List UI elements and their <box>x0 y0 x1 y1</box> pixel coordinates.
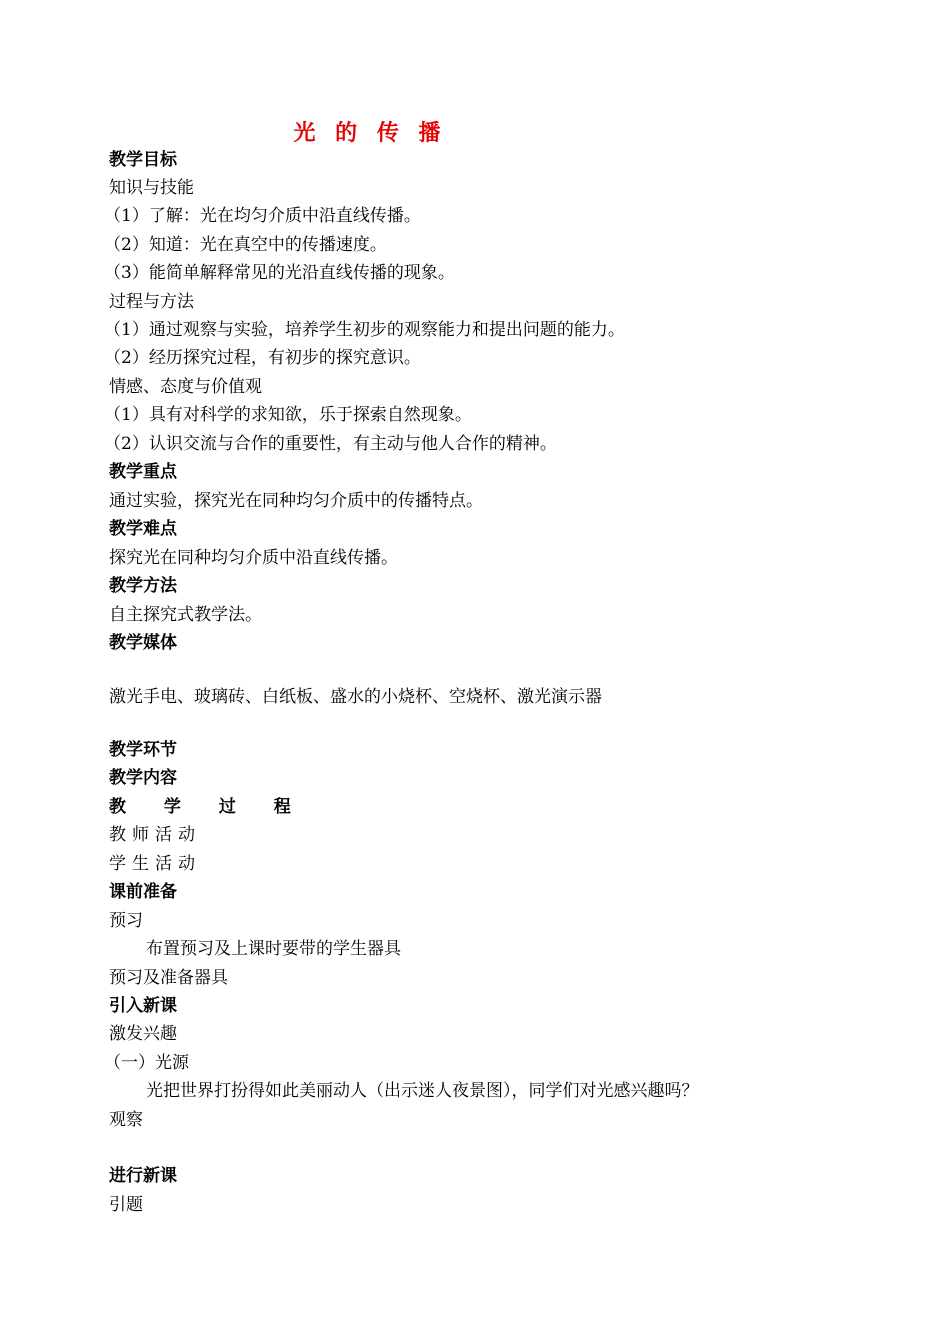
preview-label: 预习 <box>109 911 143 931</box>
document-title: 光 的 传 播 <box>293 121 447 146</box>
subheading-knowledge-skills: 知识与技能 <box>109 178 194 198</box>
teacher-activity-label: 教师活动 <box>109 825 201 845</box>
goal-item: （1）具有对科学的求知欲，乐于探索自然现象。 <box>104 405 472 425</box>
heading-teaching-goals: 教学目标 <box>109 150 177 170</box>
stimulate-interest-label: 激发兴趣 <box>109 1024 177 1044</box>
heading-key-points: 教学重点 <box>109 462 177 482</box>
goal-item: （1）通过观察与实验，培养学生初步的观察能力和提出问题的能力。 <box>104 320 625 340</box>
goal-item: （1）了解：光在均匀介质中沿直线传播。 <box>104 206 421 226</box>
subheading-process-method: 过程与方法 <box>109 292 194 312</box>
subheading-attitude-values: 情感、态度与价值观 <box>109 377 262 397</box>
introduction-paragraph: 光把世界打扮得如此美丽动人（出示迷人夜景图），同学们对光感兴趣吗？ <box>146 1081 699 1101</box>
preview-assignment-text: 布置预习及上课时要带的学生器具 <box>146 939 401 959</box>
heading-teaching-process: 教 学 过 程 <box>109 797 291 817</box>
heading-teaching-content: 教学内容 <box>109 768 177 788</box>
goal-item: （3）能简单解释常见的光沿直线传播的现象。 <box>104 263 455 283</box>
lead-in-label: 引题 <box>109 1195 143 1215</box>
goal-item: （2）经历探究过程，有初步的探究意识。 <box>104 348 421 368</box>
goal-item: （2）认识交流与合作的重要性，有主动与他人合作的精神。 <box>104 434 557 454</box>
key-points-text: 通过实验，探究光在同种均匀介质中的传播特点。 <box>109 491 483 511</box>
heading-preparation: 课前准备 <box>109 882 177 902</box>
heading-method: 教学方法 <box>109 576 177 596</box>
difficulties-text: 探究光在同种均匀介质中沿直线传播。 <box>109 548 398 568</box>
media-text: 激光手电、玻璃砖、白纸板、盛水的小烧杯、空烧杯、激光演示器 <box>109 687 602 707</box>
observe-label: 观察 <box>109 1110 143 1130</box>
heading-new-lesson: 进行新课 <box>109 1166 177 1186</box>
goal-item: （2）知道：光在真空中的传播速度。 <box>104 235 387 255</box>
preview-equipment-text: 预习及准备器具 <box>109 968 228 988</box>
method-text: 自主探究式教学法。 <box>109 605 262 625</box>
heading-media: 教学媒体 <box>109 633 177 653</box>
student-activity-label: 学生活动 <box>109 854 201 874</box>
heading-teaching-stage: 教学环节 <box>109 740 177 760</box>
heading-introduction: 引入新课 <box>109 996 177 1016</box>
heading-difficulties: 教学难点 <box>109 519 177 539</box>
section-light-source: （一）光源 <box>104 1053 189 1073</box>
